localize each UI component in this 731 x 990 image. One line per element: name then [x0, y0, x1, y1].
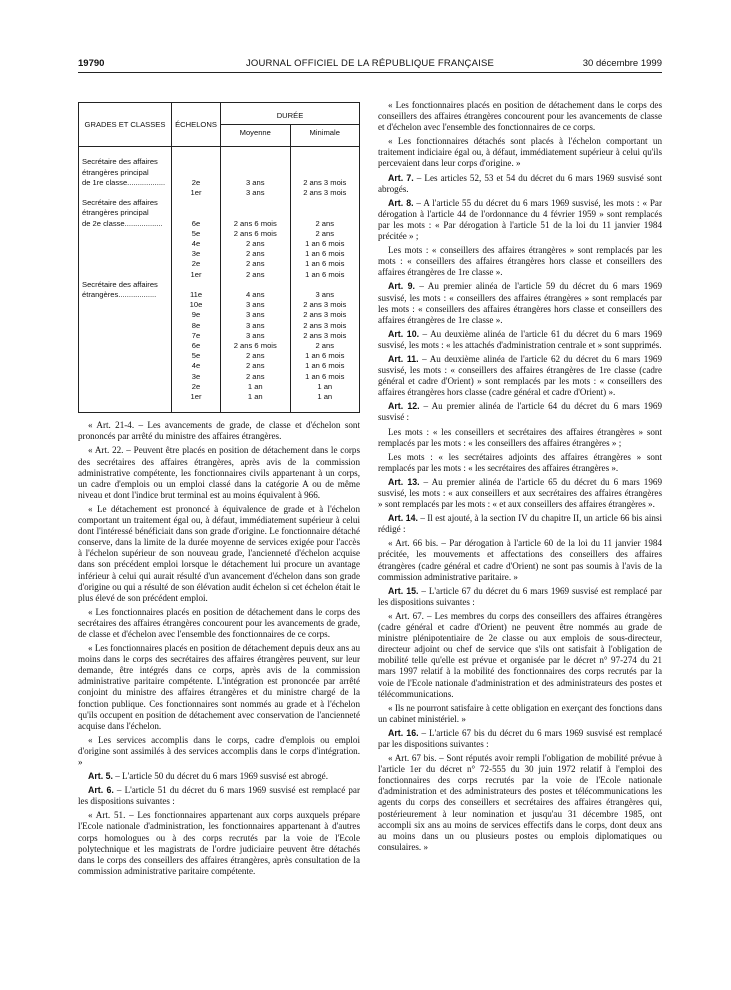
minimale-cell	[290, 208, 360, 218]
echelon-cell: 10e	[172, 300, 221, 310]
table-row	[79, 219, 360, 229]
grade-cell	[79, 382, 172, 392]
minimale-cell: 1 an 6 mois	[290, 361, 360, 371]
grade-cell	[79, 321, 172, 331]
header-minimale: Minimale	[290, 125, 360, 147]
moyenne-cell: 3 ans	[221, 188, 291, 198]
grade-cell	[79, 229, 172, 239]
minimale-cell: 1 an	[290, 382, 360, 392]
grade-cell	[79, 341, 172, 351]
grade-cell	[79, 188, 172, 198]
paragraph: Art. 13. – Au premier alinéa de l'article 65 du décret du 6 mars 1969 susvisé, les mots : « aux conseillers et aux secrétaires des affaires étrangères » sont remplacés par les mots : « et aux conseillers des affaires étrangères ».	[378, 476, 662, 510]
table-row	[79, 341, 360, 351]
minimale-cell: 2 ans 3 mois	[290, 178, 360, 188]
table-row	[79, 157, 360, 167]
header-moyenne: Moyenne	[221, 125, 291, 147]
moyenne-cell	[221, 198, 291, 208]
table-spacer-cell	[172, 147, 221, 158]
paragraph: « Art. 22. – Peuvent être placés en position de détachement dans le corps des secrétaires des affaires étrangères, après avis de la commission administrative compétente, les fonctionnaires civils appartenant à un corps, un cadre d'emplois ou un emploi classé dans la catégorie A ou de même niveau et dont l'indice brut terminal est au moins équivalent à 966.	[78, 445, 360, 500]
grade-cell: étrangères principal	[79, 208, 172, 218]
grade-cell: Secrétaire des affaires	[79, 280, 172, 290]
minimale-cell: 2 ans 3 mois	[290, 310, 360, 320]
echelon-cell: 2e	[172, 382, 221, 392]
table-row	[79, 208, 360, 218]
minimale-cell	[290, 168, 360, 178]
table-row	[79, 290, 360, 300]
minimale-cell: 2 ans 3 mois	[290, 321, 360, 331]
moyenne-cell: 2 ans	[221, 259, 291, 269]
paragraph: « Les fonctionnaires placés en position de détachement dans le corps des secrétaires des affaires étrangères concourent pour les avancements de grade, de classe et d'échelon avec l'ensemble des fonctionnaires de ce corps.	[78, 606, 360, 639]
moyenne-cell: 3 ans	[221, 310, 291, 320]
echelon-cell: 2e	[172, 178, 221, 188]
paragraph: Art. 16. – L'article 67 bis du décret du 6 mars 1969 susvisé est remplacé par les dispositions suivantes :	[378, 727, 662, 749]
table-row	[79, 310, 360, 320]
grades-table-body	[79, 147, 360, 413]
grade-cell: étrangères..................	[79, 290, 172, 300]
left-text	[78, 420, 360, 877]
moyenne-cell: 1 an	[221, 392, 291, 402]
minimale-cell: 3 ans	[290, 290, 360, 300]
grade-cell	[79, 331, 172, 341]
paragraph: Art. 11. – Au deuxième alinéa de l'article 62 du décret du 6 mars 1969 susvisé, les mots : « conseillers des affaires étrangères de 1re classe (cadre général et cadre d'Orient) » sont remplacés par les mots : « conseillers des affaires étrangères hors classe (cadre général et cadre d'Orient) ».	[378, 353, 662, 398]
table-spacer-cell	[172, 402, 221, 413]
table-spacer-cell	[290, 402, 360, 413]
grade-cell	[79, 239, 172, 249]
right-text	[378, 100, 662, 853]
moyenne-cell	[221, 157, 291, 167]
moyenne-cell: 2 ans 6 mois	[221, 229, 291, 239]
paragraph: Art. 10. – Au deuxième alinéa de l'article 61 du décret du 6 mars 1969 susvisé, les mots : « les attachés d'administration centrale et » sont supprimés.	[378, 328, 663, 350]
table-spacer-row	[79, 147, 360, 158]
minimale-cell: 1 an 6 mois	[290, 239, 360, 249]
echelon-cell: 5e	[172, 229, 221, 239]
echelon-cell	[172, 168, 221, 178]
echelon-cell	[172, 208, 221, 218]
minimale-cell: 1 an 6 mois	[290, 249, 360, 259]
paragraph: « Les services accomplis dans le corps, cadre d'emplois ou emploi d'origine sont assimilés à des services accomplis dans le corps d'intégration. »	[78, 734, 360, 767]
minimale-cell: 1 an 6 mois	[290, 372, 360, 382]
table-row	[79, 321, 360, 331]
moyenne-cell: 1 an	[221, 382, 291, 392]
paragraph: Art. 7. – Les articles 52, 53 et 54 du décret du 6 mars 1969 susvisé sont abrogés.	[378, 172, 662, 194]
paragraph: « Art. 67 bis. – Sont réputés avoir rempli l'obligation de mobilité prévue à l'article 1er du décret n° 72-555 du 30 juin 1972 relatif à l'emploi des fonctionnaires des corps recrutés par la voie de l'Ecole nationale d'administration et des administrateurs des postes et télécommunications les agents du corps des conseillers et secrétaires des affaires étrangères qui, postérieurement à leur nomination et jusqu'au 31 décembre 1985, ont accompli six ans au moins de services effectifs dans le corps, dont deux ans au moins dans un ou plusieurs postes ou emplois diplomatiques ou consulaires. »	[378, 753, 662, 852]
echelon-cell: 1er	[172, 392, 221, 402]
paragraph: Art. 8. – A l'article 55 du décret du 6 mars 1969 susvisé, les mots : « Par dérogation à l'article 44 de l'ordonnance du 4 février 1959 » sont remplacés par les mots : « Par dérogation à l'article 51 de la loi du 11 janvier 1984 précitée » ;	[378, 197, 662, 242]
table-spacer-cell	[221, 402, 291, 413]
minimale-cell: 2 ans 3 mois	[290, 188, 360, 198]
moyenne-cell: 3 ans	[221, 300, 291, 310]
echelon-cell: 1er	[172, 270, 221, 280]
paragraph: « Les fonctionnaires détachés sont placés à l'échelon comportant un traitement indiciaire égal ou, à défaut, immédiatement supérieur à celui qu'ils percevaient dans leur corps d'origine. »	[378, 136, 662, 169]
echelon-cell: 6e	[172, 341, 221, 351]
paragraph: Art. 14. – Il est ajouté, à la section IV du chapitre II, un article 66 bis ainsi rédigé :	[378, 513, 662, 535]
journal-title: JOURNAL OFFICIEL DE LA RÉPUBLIQUE FRANÇAISE	[245, 58, 495, 69]
paragraph: « Art. 67. – Les membres du corps des conseillers des affaires étrangères (cadre général et cadre d'Orient) ne peuvent être nommés au grade de ministre plénipotentiaire de 2e classe ou aux emplois de sous-directeur, directeur adjoint ou chef de service que s'ils ont satisfait à l'obligation de mobilité telle qu'elle est prévue et organisée par le décret n° 97-274 du 21 mars 1997 relatif à la mobilité des fonctionnaires des corps recrutés par la voie de l'Ecole nationale d'administration et des administrateurs des postes et télécommunications.	[378, 610, 662, 699]
table-row	[79, 300, 360, 310]
echelon-cell: 1er	[172, 188, 221, 198]
grade-cell	[79, 351, 172, 361]
moyenne-cell: 3 ans	[221, 331, 291, 341]
echelon-cell: 3e	[172, 372, 221, 382]
echelon-cell	[172, 198, 221, 208]
table-spacer-cell	[290, 147, 360, 158]
echelon-cell: 8e	[172, 321, 221, 331]
left-column	[78, 102, 360, 880]
grade-cell	[79, 361, 172, 371]
paragraph: « Art. 51. – Les fonctionnaires appartenant aux corps auxquels prépare l'Ecole nationale d'administration, les fonctionnaires appartenant à d'autres corps homologues ou à des corps recrutés par la voie de l'Ecole polytechnique et les magistrats de l'ordre judiciaire peuvent être détachés dans le corps des conseillers des affaires étrangères, après consultation de la commission administrative paritaire compétente.	[78, 810, 360, 876]
paragraph: « Les fonctionnaires placés en position de détachement depuis deux ans au moins dans le corps des secrétaires des affaires étrangères peuvent, sur leur demande, être intégrés dans ce corps, après avis de la commission administrative paritaire compétente. L'intégration est prononcée par arrêté conjoint du ministre des affaires étrangères et du ministre chargé de la fonction publique. Ces fonctionnaires sont nommés au grade et à l'échelon qu'ils occupent en position de détachement avec conservation de l'ancienneté acquise dans l'échelon.	[78, 643, 360, 731]
table-spacer-cell	[79, 402, 172, 413]
paragraph: Les mots : « les conseillers et secrétaires des affaires étrangères » sont remplacés par les mots : « les conseillers des affaires étrangères » ;	[378, 426, 662, 448]
moyenne-cell: 2 ans	[221, 270, 291, 280]
table-row	[79, 249, 360, 259]
grade-cell	[79, 249, 172, 259]
minimale-cell: 2 ans 3 mois	[290, 300, 360, 310]
table-row	[79, 361, 360, 371]
moyenne-cell	[221, 208, 291, 218]
paragraph: « Ils ne pourront satisfaire à cette obligation en exerçant des fonctions dans un cabinet ministériel. »	[378, 702, 662, 724]
echelon-cell: 9e	[172, 310, 221, 320]
header-duree: DURÉE	[221, 103, 360, 125]
moyenne-cell: 2 ans	[221, 372, 291, 382]
paragraph: « Art. 66 bis. – Par dérogation à l'article 60 de la loi du 11 janvier 1984 précitée, les mouvements et affectations des conseillers des affaires étrangères (cadre général et cadre d'Orient) ne sont pas soumis à l'avis de la commission administrative paritaire. »	[378, 538, 662, 582]
minimale-cell: 2 ans 3 mois	[290, 331, 360, 341]
minimale-cell	[290, 157, 360, 167]
table-row	[79, 259, 360, 269]
table-spacer-row	[79, 402, 360, 413]
table-row	[79, 331, 360, 341]
grade-cell	[79, 392, 172, 402]
paragraph: Art. 9. – Au premier alinéa de l'article 59 du décret du 6 mars 1969 susvisé, les mots : « conseillers des affaires étrangères » sont remplacés par les mots : « conseillers des affaires étrangères hors classe et conseillers des affaires étrangères de 1re classe ».	[378, 281, 662, 325]
moyenne-cell	[221, 168, 291, 178]
table-row	[79, 198, 360, 208]
header-echelons: ÉCHELONS	[172, 103, 221, 147]
grades-table	[78, 102, 360, 413]
page-number: 19790	[78, 58, 105, 69]
table-row	[79, 168, 360, 178]
header-grades: GRADES ET CLASSES	[79, 103, 172, 147]
echelon-cell: 5e	[172, 351, 221, 361]
paragraph: Art. 5. – L'article 50 du décret du 6 mars 1969 susvisé est abrogé.	[88, 771, 328, 782]
echelon-cell: 2e	[172, 259, 221, 269]
echelon-cell: 3e	[172, 249, 221, 259]
paragraph: « Le détachement est prononcé à équivalence de grade et à l'échelon comportant un traitement égal ou, à défaut, immédiatement supérieur à celui dont l'intéressé bénéficiait dans son grade d'origine. Le fonctionnaire détaché conserve, dans la limite de la durée moyenne de services exigée pour l'accès à l'échelon supérieur de son nouveau grade, l'ancienneté d'échelon acquise dans son précédent emploi lorsque le détachement lui procure un avantage inférieur à celui qui aurait résulté d'un avancement d'échelon dans son grade d'origine ou qui a résulté de son élévation audit échelon si cet échelon était le plus élevé de son précédent emploi.	[78, 503, 360, 603]
grade-cell	[79, 259, 172, 269]
paragraph: « Art. 21-4. – Les avancements de grade, de classe et d'échelon sont prononcés par arrêté du ministre des affaires étrangères.	[78, 420, 360, 442]
right-column	[378, 100, 662, 856]
paragraph: Art. 6. – L'article 51 du décret du 6 mars 1969 susvisé est remplacé par les dispositions suivantes :	[78, 785, 360, 807]
minimale-cell	[290, 198, 360, 208]
moyenne-cell: 2 ans	[221, 249, 291, 259]
paragraph: Les mots : « conseillers des affaires étrangères » sont remplacés par les mots : « conseillers des affaires étrangères hors classe et conseillers des affaires étrangères de 1re classe ».	[378, 245, 662, 278]
moyenne-cell: 2 ans	[221, 361, 291, 371]
table-row	[79, 270, 360, 280]
moyenne-cell: 2 ans	[221, 351, 291, 361]
minimale-cell: 2 ans	[290, 341, 360, 351]
grade-cell: de 1re classe..................	[79, 178, 172, 188]
minimale-cell	[290, 280, 360, 290]
table-row	[79, 372, 360, 382]
echelon-cell	[172, 280, 221, 290]
echelon-cell: 6e	[172, 219, 221, 229]
table-row	[79, 239, 360, 249]
grade-cell: de 2e classe..................	[79, 219, 172, 229]
table-row	[79, 382, 360, 392]
minimale-cell: 1 an	[290, 392, 360, 402]
grade-cell	[79, 310, 172, 320]
echelon-cell: 4e	[172, 239, 221, 249]
moyenne-cell: 3 ans	[221, 178, 291, 188]
table-row	[79, 178, 360, 188]
paragraph: Les mots : « les secrétaires adjoints des affaires étrangères » sont remplacés par les mots : « les secrétaires des affaires étrangères ».	[378, 451, 662, 473]
grade-cell	[79, 372, 172, 382]
paragraph: Art. 12. – Au premier alinéa de l'article 64 du décret du 6 mars 1969 susvisé :	[378, 401, 662, 423]
moyenne-cell: 2 ans 6 mois	[221, 219, 291, 229]
minimale-cell: 2 ans	[290, 219, 360, 229]
table-row	[79, 392, 360, 402]
minimale-cell: 1 an 6 mois	[290, 259, 360, 269]
grade-cell	[79, 270, 172, 280]
echelon-cell: 4e	[172, 361, 221, 371]
paragraph: Art. 15. – L'article 67 du décret du 6 mars 1969 susvisé est remplacé par les dispositions suivantes :	[378, 585, 662, 607]
table-row	[79, 229, 360, 239]
minimale-cell: 1 an 6 mois	[290, 270, 360, 280]
table-row	[79, 351, 360, 361]
table-row	[79, 280, 360, 290]
moyenne-cell: 4 ans	[221, 290, 291, 300]
paragraph: « Les fonctionnaires placés en position de détachement dans le corps des conseillers des affaires étrangères concourent pour les avancements de classe et d'échelon avec l'ensemble des fonctionnaires de ce corps.	[378, 100, 662, 133]
minimale-cell: 2 ans	[290, 229, 360, 239]
grade-cell: Secrétaire des affaires	[79, 198, 172, 208]
moyenne-cell: 2 ans	[221, 239, 291, 249]
issue-date: 30 décembre 1999	[582, 58, 662, 69]
echelon-cell: 7e	[172, 331, 221, 341]
echelon-cell	[172, 157, 221, 167]
page-header	[78, 56, 662, 73]
grade-cell	[79, 300, 172, 310]
table-row	[79, 188, 360, 198]
table-spacer-cell	[79, 147, 172, 158]
moyenne-cell: 3 ans	[221, 321, 291, 331]
moyenne-cell	[221, 280, 291, 290]
grade-cell: Secrétaire des affaires	[79, 157, 172, 167]
minimale-cell: 1 an 6 mois	[290, 351, 360, 361]
grade-cell: étrangères principal	[79, 168, 172, 178]
echelon-cell: 11e	[172, 290, 221, 300]
table-spacer-cell	[221, 147, 291, 158]
moyenne-cell: 2 ans 6 mois	[221, 341, 291, 351]
